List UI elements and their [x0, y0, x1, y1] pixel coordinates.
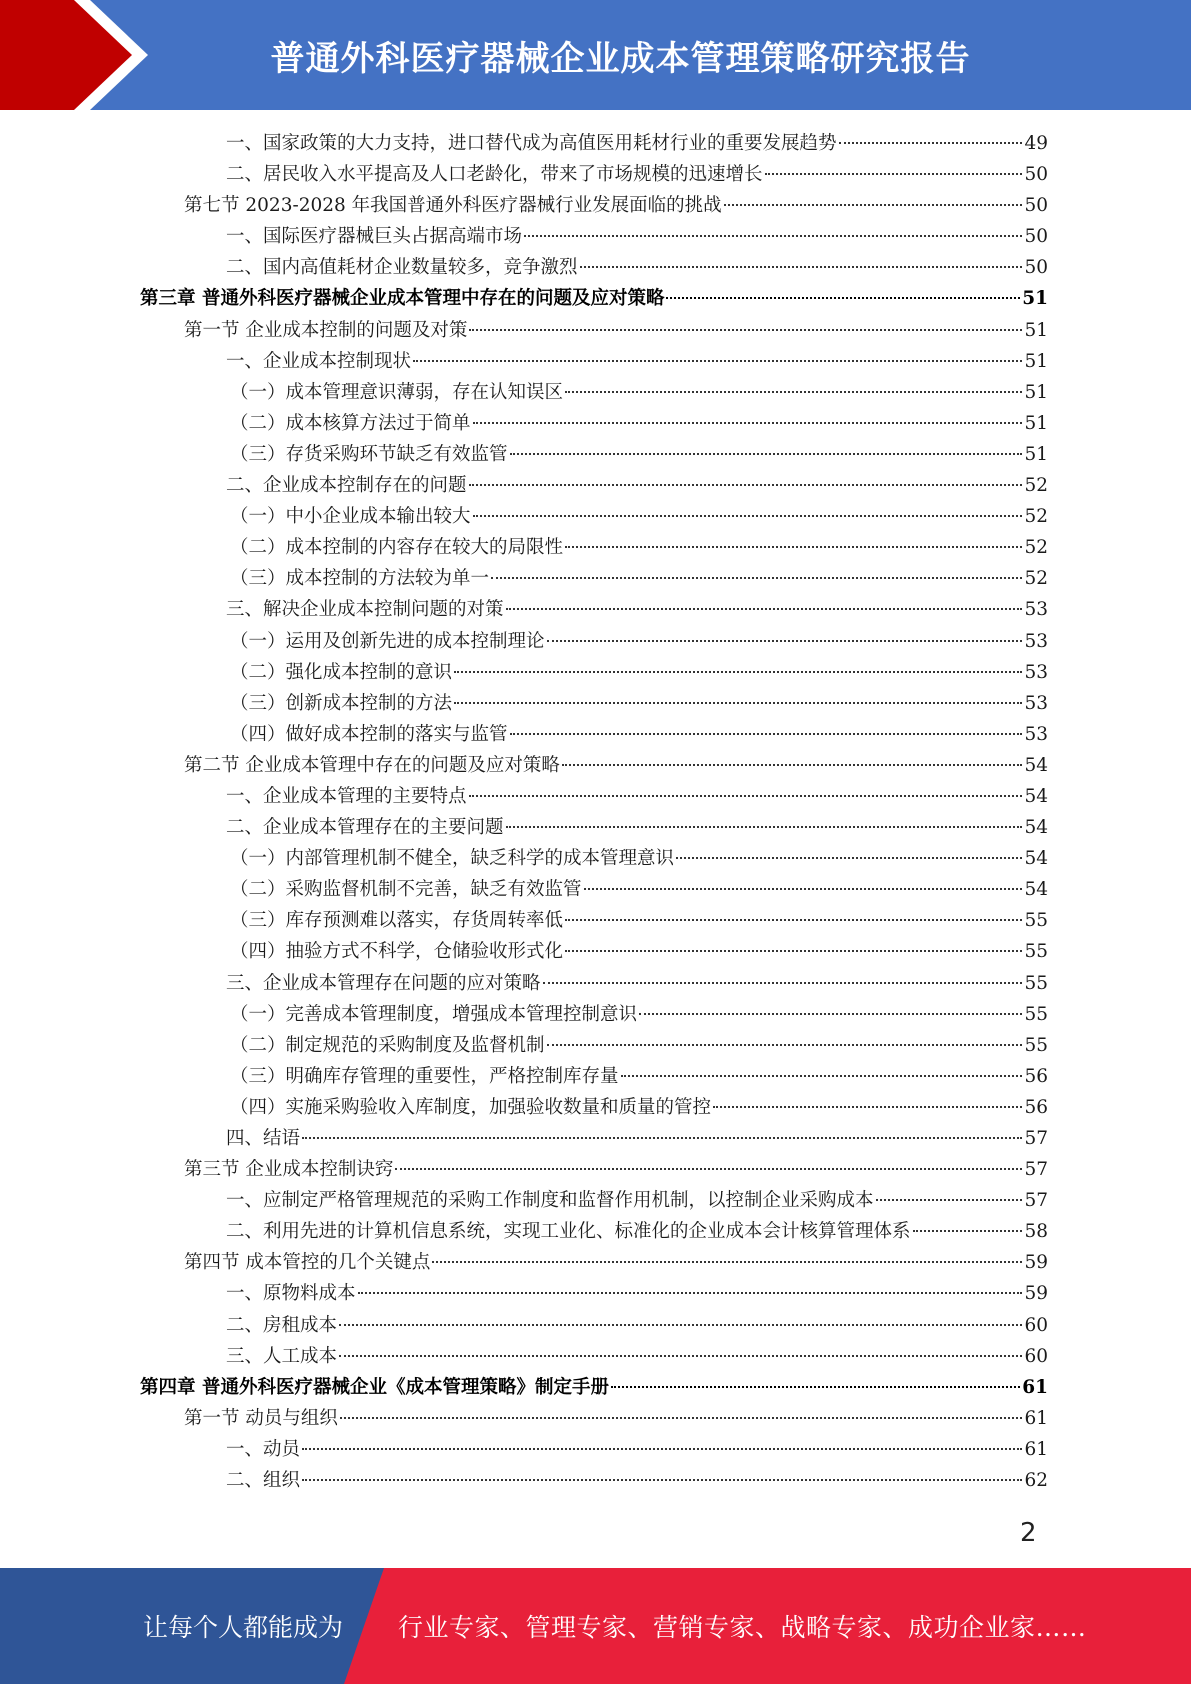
toc-entry-page: 62	[1024, 1470, 1048, 1492]
toc-entry[interactable]	[140, 719, 1048, 750]
toc-entry-label: （二）采购监督机制不完善，缺乏有效监管	[230, 879, 582, 901]
toc-entry[interactable]	[140, 1372, 1048, 1403]
dot-leader	[454, 702, 1022, 704]
toc-entry[interactable]	[140, 159, 1048, 190]
toc-entry[interactable]	[140, 750, 1048, 781]
toc-entry-label: 第七节 2023-2028 年我国普通外科医疗器械行业发展面临的挑战	[184, 195, 722, 217]
toc-entry-page: 57	[1024, 1159, 1048, 1181]
toc-entry-label: （一）中小企业成本输出较大	[230, 506, 471, 528]
toc-entry-page: 53	[1024, 630, 1048, 652]
toc-entry[interactable]	[140, 190, 1048, 221]
toc-entry-label: 一、动员	[226, 1438, 301, 1460]
dot-leader	[432, 1261, 1022, 1263]
toc-entry[interactable]	[140, 905, 1048, 936]
dot-leader	[524, 235, 1022, 237]
dot-leader	[580, 266, 1023, 268]
toc-entry[interactable]	[140, 470, 1048, 501]
report-title: 普通外科医疗器械企业成本管理策略研究报告	[270, 38, 971, 79]
toc-entry-label: 第四章 普通外科医疗器械企业《成本管理策略》制定手册	[140, 1376, 609, 1398]
dot-leader	[676, 857, 1022, 859]
page-footer	[0, 1568, 1191, 1684]
dot-leader	[565, 391, 1022, 393]
toc-entry-label: 第一节 企业成本控制的问题及对策	[184, 319, 468, 341]
toc-entry-label: 四、结语	[226, 1128, 301, 1149]
toc-entry-page: 51	[1024, 319, 1048, 341]
toc-entry[interactable]	[140, 501, 1048, 532]
toc-entry[interactable]	[140, 688, 1048, 719]
toc-entry[interactable]	[140, 1061, 1048, 1092]
toc-entry-label: 一、企业成本管理的主要特点	[226, 785, 467, 807]
toc-entry-label: （一）成本管理意识薄弱，存在认知误区	[230, 381, 564, 403]
toc-entry[interactable]	[140, 1092, 1048, 1123]
dot-leader	[506, 608, 1023, 610]
dot-leader	[302, 1137, 1022, 1139]
toc-entry-label: （二）制定规范的采购制度及监督机制	[230, 1034, 545, 1056]
toc-entry[interactable]	[140, 999, 1048, 1030]
toc-entry-page: 51	[1024, 412, 1048, 434]
toc-entry-page: 51	[1024, 350, 1048, 372]
toc-entry-label: 一、国家政策的大力支持，进口替代成为高值医用耗材行业的重要发展趋势	[226, 133, 837, 154]
toc-entry-page: 59	[1024, 1252, 1048, 1274]
toc-entry-label: 第四节 成本管控的几个关键点	[184, 1252, 431, 1274]
toc-entry-page: 61	[1022, 1376, 1048, 1398]
dot-leader	[543, 982, 1023, 984]
toc-entry-page: 50	[1024, 164, 1048, 186]
toc-entry-page: 60	[1024, 1345, 1048, 1367]
toc-entry[interactable]	[140, 1434, 1048, 1465]
dot-leader	[491, 577, 1022, 579]
dot-leader	[454, 671, 1022, 673]
dot-leader	[666, 297, 1020, 299]
dot-leader	[473, 515, 1023, 517]
dot-leader	[469, 329, 1022, 331]
toc-entry-label: 二、组织	[226, 1470, 301, 1492]
toc-entry-label: 第三节 企业成本控制诀窍	[184, 1159, 394, 1181]
dot-leader	[506, 826, 1023, 828]
toc-entry-page: 55	[1024, 972, 1048, 994]
toc-entry-page: 55	[1024, 1034, 1048, 1056]
toc-entry[interactable]	[140, 1341, 1048, 1372]
toc-entry-page: 61	[1024, 1407, 1048, 1429]
toc-entry[interactable]	[140, 315, 1048, 346]
dot-leader	[639, 1013, 1022, 1015]
toc-entry-page: 56	[1024, 1065, 1048, 1087]
dot-leader	[839, 142, 1023, 144]
toc-entry-page: 51	[1022, 288, 1048, 310]
toc-entry-page: 56	[1024, 1096, 1048, 1118]
red-arrow-decoration	[0, 0, 160, 110]
dot-leader	[473, 422, 1023, 424]
toc-entry-page: 57	[1024, 1190, 1048, 1212]
dot-leader	[469, 484, 1023, 486]
dot-leader	[565, 919, 1022, 921]
dot-leader	[565, 950, 1022, 952]
toc-entry-page: 53	[1024, 692, 1048, 714]
toc-entry-label: （二）成本控制的内容存在较大的局限性	[230, 537, 564, 559]
dot-leader	[584, 888, 1023, 890]
toc-entry-page: 58	[1024, 1221, 1048, 1243]
toc-entry[interactable]	[140, 1154, 1048, 1185]
toc-entry[interactable]	[140, 1278, 1048, 1309]
toc-entry[interactable]	[140, 408, 1048, 439]
dot-leader	[562, 764, 1023, 766]
toc-entry-label: 二、企业成本管理存在的主要问题	[226, 817, 504, 839]
toc-entry-page: 52	[1024, 537, 1048, 559]
toc-entry-label: （二）成本核算方法过于简单	[230, 412, 471, 434]
toc-entry-page: 53	[1024, 723, 1048, 745]
toc-entry-label: 一、应制定严格管理规范的采购工作制度和监督作用机制，以控制企业采购成本	[226, 1190, 874, 1212]
toc-entry[interactable]	[140, 594, 1048, 625]
dot-leader	[621, 1075, 1023, 1077]
toc-entry-page: 51	[1024, 381, 1048, 403]
dot-leader	[547, 640, 1023, 642]
toc-entry[interactable]	[140, 626, 1048, 657]
dot-leader	[913, 1230, 1023, 1232]
toc-entry-page: 52	[1024, 568, 1048, 590]
toc-entry-label: （二）强化成本控制的意识	[230, 661, 453, 683]
page-header	[0, 0, 1191, 110]
toc-entry-label: （一）完善成本管理制度，增强成本管理控制意识	[230, 1003, 638, 1025]
dot-leader	[547, 1044, 1023, 1046]
toc-entry-label: （四）抽验方式不科学，仓储验收形式化	[230, 941, 564, 963]
toc-entry-page: 50	[1024, 226, 1048, 248]
toc-entry-page: 60	[1024, 1314, 1048, 1336]
toc-entry[interactable]	[140, 968, 1048, 999]
toc-entry[interactable]	[140, 657, 1048, 688]
toc-entry[interactable]	[140, 1216, 1048, 1247]
toc-entry-label: （四）做好成本控制的落实与监管	[230, 723, 508, 745]
toc-entry[interactable]	[140, 128, 1048, 159]
toc-entry-page: 50	[1024, 257, 1048, 279]
toc-entry[interactable]	[140, 439, 1048, 470]
toc-entry-page: 53	[1024, 661, 1048, 683]
toc-entry-label: 三、人工成本	[226, 1345, 338, 1367]
dot-leader	[876, 1199, 1023, 1201]
footer-slogan-left: 让每个人都能成为	[143, 1613, 344, 1642]
toc-entry[interactable]	[140, 1247, 1048, 1278]
toc-entry-page: 51	[1024, 443, 1048, 465]
toc-entry[interactable]	[140, 1310, 1048, 1341]
toc-entry-page: 54	[1024, 785, 1048, 807]
toc-entry-label: 三、解决企业成本控制问题的对策	[226, 599, 504, 621]
toc-entry-label: 二、居民收入水平提高及人口老龄化，带来了市场规模的迅速增长	[226, 164, 763, 186]
dot-leader	[395, 1168, 1022, 1170]
toc-entry[interactable]	[140, 936, 1048, 967]
toc-entry-page: 54	[1024, 879, 1048, 901]
toc-entry[interactable]	[140, 346, 1048, 377]
toc-entry-label: 一、国际医疗器械巨头占据高端市场	[226, 226, 523, 248]
toc-entry-label: 三、企业成本管理存在问题的应对策略	[226, 972, 541, 994]
toc-entry[interactable]	[140, 1403, 1048, 1434]
toc-entry-page: 49	[1024, 133, 1048, 154]
toc-entry-page: 61	[1024, 1438, 1048, 1460]
toc-entry-label: 第三章 普通外科医疗器械企业成本管理中存在的问题及应对策略	[140, 288, 665, 310]
toc-entry[interactable]	[140, 221, 1048, 252]
toc-entry[interactable]	[140, 377, 1048, 408]
dot-leader	[765, 173, 1023, 175]
toc-entry-page: 55	[1024, 941, 1048, 963]
page-number: 2	[1020, 1518, 1037, 1548]
toc-entry[interactable]	[140, 1123, 1048, 1154]
toc-entry-label: （四）实施采购验收入库制度，加强验收数量和质量的管控	[230, 1096, 712, 1118]
dot-leader	[510, 453, 1023, 455]
toc-entry-page: 57	[1024, 1128, 1048, 1149]
toc-entry-label: （一）内部管理机制不健全，缺乏科学的成本管理意识	[230, 848, 675, 870]
toc-entry-label: 二、房租成本	[226, 1314, 338, 1336]
dot-leader	[413, 360, 1022, 362]
toc-entry-label: 二、企业成本控制存在的问题	[226, 475, 467, 497]
toc-entry[interactable]	[140, 532, 1048, 563]
toc-entry[interactable]	[140, 283, 1048, 314]
toc-entry-page: 55	[1024, 1003, 1048, 1025]
toc-entry[interactable]	[140, 781, 1048, 812]
dot-leader	[724, 204, 1023, 206]
toc-entry-label: （三）库存预测难以落实，存货周转率低	[230, 910, 564, 932]
toc-entry-page: 54	[1024, 817, 1048, 839]
toc-entry-label: （三）成本控制的方法较为单一	[230, 568, 490, 590]
toc-entry[interactable]	[140, 874, 1048, 905]
toc-entry-page: 52	[1024, 475, 1048, 497]
toc-entry-label: （三）存货采购环节缺乏有效监管	[230, 443, 508, 465]
toc-entry-label: 第一节 动员与组织	[184, 1407, 338, 1429]
toc-entry-label: 一、原物料成本	[226, 1283, 356, 1305]
toc-entry-page: 50	[1024, 195, 1048, 217]
dot-leader	[510, 733, 1023, 735]
toc-entry-label: 第二节 企业成本管理中存在的问题及应对策略	[184, 754, 560, 776]
dot-leader	[340, 1417, 1023, 1419]
table-of-contents	[140, 128, 1048, 1496]
dot-leader	[302, 1448, 1022, 1450]
toc-entry-page: 54	[1024, 754, 1048, 776]
toc-entry[interactable]	[140, 812, 1048, 843]
toc-entry-label: 一、企业成本控制现状	[226, 350, 412, 372]
toc-entry-page: 52	[1024, 506, 1048, 528]
dot-leader	[611, 1386, 1020, 1388]
toc-entry-page: 54	[1024, 848, 1048, 870]
dot-leader	[339, 1355, 1022, 1357]
toc-entry-label: （三）创新成本控制的方法	[230, 692, 453, 714]
toc-entry[interactable]	[140, 1030, 1048, 1061]
toc-entry-label: （一）运用及创新先进的成本控制理论	[230, 630, 545, 652]
toc-entry[interactable]	[140, 563, 1048, 594]
toc-entry[interactable]	[140, 252, 1048, 283]
toc-entry-label: （三）明确库存管理的重要性，严格控制库存量	[230, 1065, 619, 1087]
dot-leader	[713, 1106, 1022, 1108]
dot-leader	[469, 795, 1023, 797]
toc-entry[interactable]	[140, 1185, 1048, 1216]
toc-entry-label: 二、国内高值耗材企业数量较多，竞争激烈	[226, 257, 578, 279]
toc-entry[interactable]	[140, 1465, 1048, 1496]
dot-leader	[302, 1479, 1022, 1481]
dot-leader	[358, 1292, 1023, 1294]
dot-leader	[565, 546, 1022, 548]
toc-entry-page: 59	[1024, 1283, 1048, 1305]
toc-entry-page: 55	[1024, 910, 1048, 932]
dot-leader	[339, 1324, 1022, 1326]
toc-entry-page: 53	[1024, 599, 1048, 621]
toc-entry[interactable]	[140, 843, 1048, 874]
footer-slogan-right: 行业专家、管理专家、营销专家、战略专家、成功企业家……	[398, 1613, 1087, 1642]
toc-entry-label: 二、利用先进的计算机信息系统，实现工业化、标准化的企业成本会计核算管理体系	[226, 1221, 911, 1243]
